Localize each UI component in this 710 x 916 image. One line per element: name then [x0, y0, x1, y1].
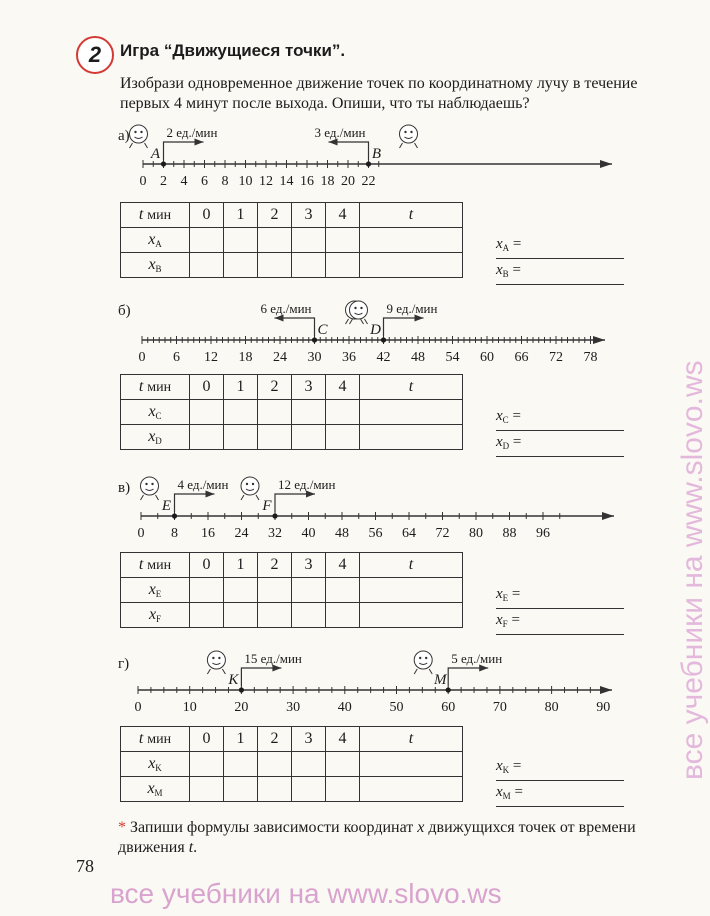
answer-cell[interactable]: [360, 578, 463, 603]
answer-cell[interactable]: [190, 425, 224, 450]
tick-label: 16: [201, 526, 215, 541]
number-ray-v: [0, 468, 700, 548]
tick-label: 24: [234, 526, 249, 541]
t-min-cell: t мин: [121, 727, 190, 752]
answer-cell[interactable]: [224, 425, 258, 450]
tick-label: 2: [160, 174, 167, 189]
tick-label: 18: [238, 350, 253, 365]
watermark-bottom: все учебники на www.slovo.ws: [110, 878, 502, 909]
answer-cell[interactable]: [224, 253, 258, 278]
tick-label: 22: [361, 174, 376, 189]
answer-cell[interactable]: [224, 777, 258, 802]
table-header-row: [121, 203, 463, 228]
table-row: [121, 228, 463, 253]
ray-arrowhead-icon: [593, 336, 605, 344]
table-g: [120, 726, 463, 802]
row-label: $x_F$: [121, 603, 190, 628]
speed-bracket: [384, 318, 424, 336]
point-letter: D: [370, 322, 381, 338]
tick-label: 60: [441, 700, 456, 715]
table-row: [121, 603, 463, 628]
point-marker: [312, 337, 317, 342]
tick-label: 60: [480, 350, 494, 365]
answer-cell[interactable]: [190, 603, 224, 628]
answer-cell[interactable]: [326, 777, 360, 802]
point-letter: E: [161, 498, 172, 514]
character-face-icon: [414, 651, 432, 674]
formula-line-xD[interactable]: $x_D$ =: [496, 434, 624, 457]
star-icon: *: [118, 819, 126, 836]
answer-cell[interactable]: [292, 777, 326, 802]
col-header-t: t: [360, 553, 463, 578]
watermark-side: все учебники на www.slovo.ws: [676, 360, 709, 780]
table-b: [120, 374, 463, 450]
point-letter: F: [262, 498, 272, 514]
answer-cell[interactable]: [292, 253, 326, 278]
answer-cell[interactable]: [326, 603, 360, 628]
section-label-v: в): [118, 480, 131, 496]
tick-label: 66: [514, 350, 529, 365]
tick-label: 0: [134, 700, 142, 715]
answer-cell[interactable]: [326, 228, 360, 253]
col-header: 2: [258, 203, 292, 228]
tick-label: 88: [502, 526, 517, 541]
speed-bracket: [175, 494, 215, 512]
answer-cell[interactable]: [326, 578, 360, 603]
table-row: [121, 253, 463, 278]
tick-label: 64: [402, 526, 416, 541]
tick-label: 18: [320, 174, 335, 189]
number-ray-a: [0, 120, 700, 200]
answer-cell[interactable]: [224, 578, 258, 603]
ray-arrowhead-icon: [602, 512, 614, 520]
table-row: [121, 400, 463, 425]
point-marker: [366, 161, 371, 166]
tick-label: 32: [268, 526, 282, 541]
answer-cell[interactable]: [360, 752, 463, 777]
tick-label: 48: [411, 350, 425, 365]
tick-label: 30: [307, 350, 322, 365]
tick-label: 6: [173, 350, 180, 365]
answer-cell[interactable]: [258, 777, 292, 802]
col-header: 1: [224, 727, 258, 752]
speed-label: 2 ед./мин: [166, 125, 218, 140]
answer-cell[interactable]: [258, 400, 292, 425]
answer-cell[interactable]: [360, 425, 463, 450]
point-marker: [172, 513, 177, 518]
section-label-b: б): [118, 303, 131, 319]
tick-label: 42: [376, 350, 391, 365]
answer-cell[interactable]: [292, 578, 326, 603]
answer-cell[interactable]: [258, 578, 292, 603]
table-row: [121, 425, 463, 450]
col-header-t: t: [360, 203, 463, 228]
col-header: 4: [326, 553, 360, 578]
tick-label: 14: [279, 174, 294, 189]
tick-label: 30: [286, 700, 301, 715]
tick-label: 50: [389, 700, 404, 715]
table-row: [121, 777, 463, 802]
row-label: $x_D$: [121, 425, 190, 450]
col-header: 2: [258, 553, 292, 578]
col-header: 4: [326, 203, 360, 228]
tick-label: 70: [492, 700, 507, 715]
col-header: 1: [224, 553, 258, 578]
col-header: 0: [190, 203, 224, 228]
table-row: [121, 578, 463, 603]
tick-label: 0: [139, 174, 147, 189]
col-header: 4: [326, 375, 360, 400]
formula-line-xB[interactable]: $x_B$ =: [496, 262, 624, 285]
col-header-t: t: [360, 727, 463, 752]
answer-cell[interactable]: [258, 752, 292, 777]
answer-cell[interactable]: [326, 752, 360, 777]
tick-label: 10: [182, 700, 197, 715]
col-header: 2: [258, 375, 292, 400]
section-label-a: а): [118, 128, 130, 144]
point-letter: B: [371, 146, 382, 162]
answer-cell[interactable]: [326, 425, 360, 450]
col-header: 0: [190, 553, 224, 578]
answer-cell[interactable]: [190, 253, 224, 278]
speed-bracket: [329, 142, 369, 160]
col-header: 3: [292, 375, 326, 400]
table-header-row: [121, 553, 463, 578]
table-header-row: [121, 727, 463, 752]
speed-bracket: [164, 142, 204, 160]
character-face-icon: [350, 301, 368, 324]
answer-cell[interactable]: [326, 253, 360, 278]
ray-arrowhead-icon: [600, 686, 612, 694]
col-header: 3: [292, 203, 326, 228]
row-label: $x_A$: [121, 228, 190, 253]
answer-cell[interactable]: [190, 228, 224, 253]
speed-bracket: [275, 494, 315, 512]
tick-label: 12: [204, 350, 218, 365]
table-v: [120, 552, 463, 628]
answer-cell[interactable]: [190, 578, 224, 603]
character-face-icon: [207, 651, 225, 674]
speed-label: 3 ед./мин: [314, 125, 366, 140]
speed-label: 12 ед./мин: [278, 477, 336, 492]
tick-label: 80: [544, 700, 559, 715]
tick-label: 48: [335, 526, 349, 541]
col-header: 0: [190, 727, 224, 752]
answer-cell[interactable]: [326, 400, 360, 425]
answer-cell[interactable]: [360, 777, 463, 802]
tick-label: 36: [342, 350, 356, 365]
answer-cell[interactable]: [292, 425, 326, 450]
answer-cell[interactable]: [360, 400, 463, 425]
tick-label: 10: [238, 174, 253, 189]
tick-label: 8: [171, 526, 178, 541]
tick-label: 54: [445, 350, 460, 365]
answer-cell[interactable]: [292, 400, 326, 425]
tick-label: 56: [368, 526, 383, 541]
task-text: Изобрази одновременное движение точек по координатному лучу в течение первых 4 минут после выхода. Опиши, что ты наблюдаешь?: [120, 75, 638, 112]
answer-cell[interactable]: [190, 400, 224, 425]
speed-bracket: [241, 668, 281, 686]
tick-label: 96: [536, 526, 550, 541]
t-min-cell: t мин: [121, 375, 190, 400]
point-marker: [446, 687, 451, 692]
t-min-cell: t мин: [121, 553, 190, 578]
answer-cell[interactable]: [292, 603, 326, 628]
tick-label: 24: [273, 350, 287, 365]
point-marker: [161, 161, 166, 166]
speed-label: 9 ед./мин: [386, 301, 438, 316]
speed-bracket: [275, 318, 315, 336]
exercise-title: Игра “Движущиеся точки”.: [120, 41, 346, 60]
speed-label: 6 ед./мин: [260, 301, 312, 316]
formula-line-xE[interactable]: $x_E$ =: [496, 586, 624, 609]
answer-cell[interactable]: [360, 228, 463, 253]
table-a: [120, 202, 463, 278]
formula-line-xF[interactable]: $x_F$ =: [496, 612, 624, 635]
tick-label: 72: [435, 526, 450, 541]
tick-label: 40: [337, 700, 352, 715]
formula-line-xM[interactable]: $x_M$ =: [496, 784, 624, 807]
answer-cell[interactable]: [258, 253, 292, 278]
row-label: $x_E$: [121, 578, 190, 603]
answer-cell[interactable]: [190, 777, 224, 802]
page-number: 78: [76, 856, 94, 876]
formula-line-xA[interactable]: $x_A$ =: [496, 236, 624, 259]
tick-label: 0: [138, 350, 146, 365]
tick-label: 80: [469, 526, 483, 541]
point-letter: A: [150, 146, 161, 162]
tick-label: 90: [596, 700, 611, 715]
row-label: $x_C$: [121, 400, 190, 425]
tick-label: 40: [301, 526, 316, 541]
section-label-g: г): [118, 656, 130, 672]
speed-bracket: [448, 668, 488, 686]
point-marker: [381, 337, 386, 342]
answer-cell[interactable]: [224, 752, 258, 777]
row-label: $x_K$: [121, 752, 190, 777]
character-face-icon: [141, 477, 159, 500]
tick-label: 16: [300, 174, 314, 189]
col-header: 3: [292, 553, 326, 578]
exercise-number-badge: 2: [76, 36, 114, 74]
point-marker: [239, 687, 244, 692]
table-header-row: [121, 375, 463, 400]
col-header: 3: [292, 727, 326, 752]
formula-line-xC[interactable]: $x_C$ =: [496, 408, 624, 431]
row-label: $x_M$: [121, 777, 190, 802]
answer-cell[interactable]: [258, 228, 292, 253]
tick-label: 20: [234, 700, 249, 715]
ray-arrowhead-icon: [600, 160, 612, 168]
character-face-icon: [400, 125, 418, 148]
answer-cell[interactable]: [258, 603, 292, 628]
table-row: [121, 752, 463, 777]
speed-label: 4 ед./мин: [177, 477, 229, 492]
answer-cell[interactable]: [258, 425, 292, 450]
number-ray-g: [0, 644, 700, 724]
point-marker: [272, 513, 277, 518]
answer-cell[interactable]: [292, 228, 326, 253]
character-face-icon: [241, 477, 259, 500]
col-header: 1: [224, 203, 258, 228]
col-header: 4: [326, 727, 360, 752]
character-face-icon: [130, 125, 148, 148]
row-label: $x_B$: [121, 253, 190, 278]
answer-cell[interactable]: [190, 752, 224, 777]
tick-label: 72: [549, 350, 563, 365]
point-letter: C: [317, 322, 328, 338]
tick-label: 0: [137, 526, 145, 541]
tick-label: 6: [201, 174, 208, 189]
col-header: 0: [190, 375, 224, 400]
point-letter: K: [228, 672, 239, 688]
answer-cell[interactable]: [360, 253, 463, 278]
number-ray-b: [0, 294, 700, 374]
t-min-cell: t мин: [121, 203, 190, 228]
speed-label: 5 ед./мин: [451, 651, 503, 666]
col-header-t: t: [360, 375, 463, 400]
speed-label: 15 ед./мин: [244, 651, 302, 666]
footnote: * Запиши формулы зависимости координат x движущихся точек от времени движения t.: [118, 819, 636, 856]
answer-cell[interactable]: [292, 752, 326, 777]
tick-label: 20: [341, 174, 355, 189]
answer-cell[interactable]: [224, 603, 258, 628]
tick-label: 4: [180, 174, 188, 189]
col-header: 1: [224, 375, 258, 400]
tick-label: 12: [259, 174, 273, 189]
formula-line-xK[interactable]: $x_K$ =: [496, 758, 624, 781]
answer-cell[interactable]: [224, 228, 258, 253]
point-letter: M: [433, 672, 447, 688]
tick-label: 8: [221, 174, 229, 189]
col-header: 2: [258, 727, 292, 752]
answer-cell[interactable]: [360, 603, 463, 628]
answer-cell[interactable]: [224, 400, 258, 425]
tick-label: 78: [583, 350, 598, 365]
